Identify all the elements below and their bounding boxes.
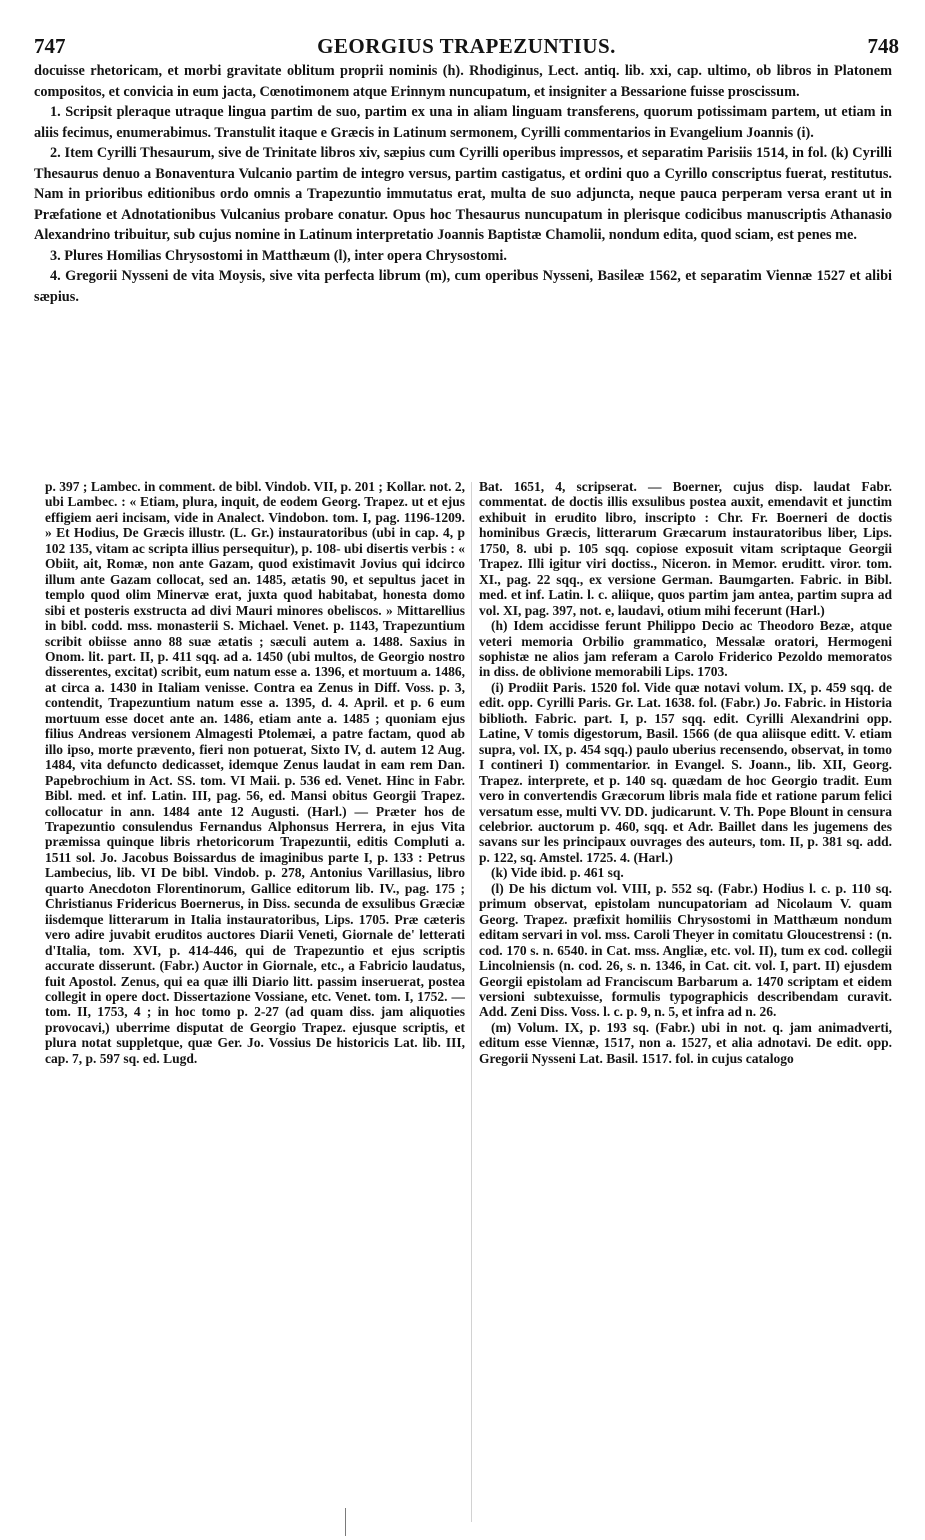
footnote: (m) Volum. IX, p. 193 sq. (Fabr.) ubi in not. q. jam animadverti, editum esse Viennæ, 1517, non a. 1527, et alia adnotavi. De edit. opp. Gregorii Nysseni Lat. Basil. 1517. fol. in cujus catalogo [479, 1019, 892, 1066]
scan-mark [345, 1508, 346, 1536]
footnotes-left-column [45, 479, 465, 1535]
main-paragraph: docuisse rhetoricam, et morbi gravitate oblitum proprii nominis (h). Rhodiginus, Lect. antiq. lib. xxi, cap. ultimo, ob libros in Platonem compositos, et convicia in eum jacta, Cœnotimonem atque Erinnym nuncupatum, et insigniter a Bessarione fuisse proscissum. [34, 63, 892, 100]
footnotes-right-column [479, 479, 892, 1535]
footnote: (h) Idem accidisse ferunt Philippo Decio ac Theodoro Bezæ, atque veteri memoria Orbilio grammatico, Messalæ oratori, Hermogeni sophistæ ne alios jam referam a Carolo Friderico Pezoldo memoratos in diss. de oblivione memorabili Lips. 1703. [479, 618, 892, 680]
main-paragraph: 3. Plures Homilias Chrysostomi in Matthæum (l), inter opera Chrysostomi. [50, 247, 507, 264]
page-number-right: 748 [867, 34, 899, 58]
running-header [34, 34, 899, 64]
page-number-left: 747 [34, 34, 66, 58]
main-paragraph: 2. Item Cyrilli Thesaurum, sive de Trinitate libros xiv, sæpius cum Cyrilli operibus impressos, et separatim Parisiis 1514, in fol. (k) Cyrilli Thesaurus denuo a Bonaventura Vulcanio partim de integro versus, partim castigatus, et ordini quo a Cyrillo conscriptus fuerat, restitutus. Nam in prioribus editionibus ordo omnis a Trapezuntio immutatus erat, multa de suo adjuncta, neque pauca perperam versa erant ut in Præfatione et Adnotationibus Vulcanius probare conatur. Opus hoc Thesaurus nuncupatum in plerisque codicibus manuscriptis Athanasio Alexandrino tribuitur, sub cujus nomine in Latinum interpretatio Joannis Baptistæ Chamolii, nondum edita, quod sciam, est penes me. [34, 145, 892, 243]
main-text [34, 61, 892, 307]
footnote: p. 397 ; Lambec. in comment. de bibl. Vindob. VII, p. 201 ; Kollar. not. 2, ubi Lambec. : « Etiam, plura, inquit, de eodem Georg. Trapez. ut et ejus effigiem aeri incisam, vide in Analect. Vindobon. tom. I, pag. 1196-1209. » Et Hodius, De Græcis illustr. (L. Gr.) instauratoribus (ubi in cap. 4, p 102 135, vitam ac scripta illius persequitur), p. 108- ubi disertis verbis : « Obiit, ait, Romæ, non ante Gazam, quod existimavit Jovius qui idcirco illum ante Gazam collocat, sed an. 1485, ætatis 90, et sepultus jacet in templo quod olim Minervæ erat, juxta quod habitabat, honesta domo sibi et posteris exstructa ad divi Mauri minores obeliscos. » Mittarellius in bibl. codd. mss. monasterii S. Michael. Venet. p. 1143, Trapezuntium scribit obiisse anno 88 suæ ætatis ; sæculi autem a. 1488. Saxius in Onom. lit. part. II, p. 411 sqq. ad a. 1450 (ubi multos, de Georgio nostro disserentes, excitat) scribit, eum natum esse a. 1396, et mortuum a. 1486, at circa a. 1430 in Italiam venisse. Contra ea Zenus in Diff. Voss. p. 3, contendit, Trapezuntium natum esse a. 1395, d. 4. April. et p. 6 eum mortuum esse docet ante an. 1486, etiam ante a. 1485 ; quoniam ejus filius Andreas versionem Almagesti Ptolemæi, a patre factam, quod ab illo ipso, morte prævento, fieri non potuerat, Sixto IV, d. autem 12 Aug. 1484, vita defuncto dedicasset, idemque Zenus laudat in eam rem Dan. Papebrochium in Act. SS. tom. VI Maii. p. 536 ed. Venet. Hinc in Fabr. Bibl. med. et inf. Latin. III, pag. 56, ed. Mansi obitus Georgii Trapez. collocatur in ann. 1484 ante 12 Augusti. (Harl.) — Præter hos de Trapezuntio consulendus Fernandus Alphonsus Herrera, in ejus Vita præmissa quinque libris rhetoricorum Trapezuntii, editis Compluti a. 1511 sol. Jo. Jacobus Boissardus de imaginibus parte I, p. 133 : Petrus Lambecius, lib. VI De bibl. Vindob. p. 278, Antonius Varillasius, libro quarto Anecdoton Florentinorum, Gallice editorum lib. IV., pag. 175 ; Christianus Fridericus Boernerus, in Diss. secunda de exsulibus Græciæ iisdemque litterarum in Italia instauratoribus, Lips. 1705. Præ cæteris vero adire juvabit eruditos auctores Diarii Veneti, Giornale de' letterati d'Italia, tom. XVI, p. 414-446, qui de Trapezuntio et ejus scriptis accurate disserunt. (Fabr.) Auctor in Giornale, etc., a Fabricio laudatus, fuit Apostol. Zenus, qui ea quæ illi Diario litt. passim inseruerat, postea collegit in opere doct. Dissertazione Vossiane, etc. Venet. tom. I, 1752. — tom. II, 1753, 4 ; in hoc tomo p. 2-27 (ad quam diss. jam aliquoties provocavi,) uberrime disputat de Georgio Trapez. ejusque scriptis, et plura notat suppletque, quæ Ger. Jo. Vossius De historicis Lat. lib. III, cap. 7, p. 597 sq. ed. Lugd. [45, 479, 465, 1066]
footnote: Bat. 1651, 4, scripserat. — Boerner, cujus disp. laudat Fabr. commentat. de doctis illis exsulibus postea auxit, emendavit et junctim exhibuit in erudito libro, inscripto : Chr. Fr. Boerneri de doctis hominibus Græcis, litterarum Græcarum instauratoribus liber, Lips. 1750, 8. ubi p. 105 sqq. copiose exposuit vitam scriptaque Georgii Trapez. Illi igitur viri doctiss., Niceron. in Memor. eruditt. viror. tom. XI., pag. 22 sqq., ex versione German. Baumgarten. Fabric. in Bibl. med. et inf. Latin. l. c. aliique, quos partim jam antea, partim supra ad vol. XI, pag. 397, not. e, laudavi, otium mihi fecerunt (Harl.) [479, 479, 892, 618]
footnote: (i) Prodiit Paris. 1520 fol. Vide quæ notavi volum. IX, p. 459 sqq. de edit. opp. Cyrilli Paris. Gr. Lat. 1638. fol. (Fabr.) Jo. Fabric. in Historia biblioth. Fabric. part. I, p. 157 sqq. edit. Cyrilli Alexandrini opp. Latine, V tomis digestorum, Basil. 1566 (de qua aliisque editt. V. etiam supra, vol. IX, p. 454 sqq.) paulo uberius recensendo, observat, in tomo I contineri I) commentarior. in Evangel. S. Joann., lib. XII, Georg. Trapez. interprete, et p. 140 sq. quædam de hoc Georgio tradit. Eum vero in convertendis Græcorum libris mala fide et ratione parum felici versatum esse, multi VV. DD. judicarunt. V. Th. Pope Blount in censura celebrior. auctorum p. 460, sqq. et Adr. Baillet dans les jugemens des savans sur les principaux ouvrages des auteurs, tom. II, p. 381 sq. add. p. 122, sq. Amstel. 1725. 4. (Harl.) [479, 679, 892, 865]
footnote: (k) Vide ibid. p. 461 sq. [491, 865, 624, 881]
column-divider [471, 482, 472, 1522]
footnote: (l) De his dictum vol. VIII, p. 552 sq. (Fabr.) Hodius l. c. p. 110 sq. primum observat, epistolam nuncupatoriam ad Nicolaum V. quam Georg. Trapez. præfixit homiliis Chrysostomi in Matthæum nondum editam servari in vol. mss. Caroli Theyer in comitatu Gloucestrensi : (n. cod. 170 s. n. 6540. in Cat. mss. Angliæ, etc. vol. II), tum ex cod. collegii Lincolniensis (n. cod. 26, s. n. 1346, in Cat. cit. vol. I, part. II) ejusdem Georgii epistolam ad Franciscum Barbarum a. 1470 scriptam et eidem versioni subtexuisse, formulis typographicis describendam curavit. Add. Zeni Diss. Voss. l. c. p. 9, n. 5, et infra ad n. 26. [479, 880, 892, 1020]
main-paragraph: 1. Scripsit pleraque utraque lingua partim de suo, partim ex una in aliam linguam transferens, quorum potissimam partem, ut etiam in aliis fecimus, enumerabimus. Transtulit itaque e Græcis in Latinum sermonem, Cyrilli commentarios in Evangelium Joannis (i). [34, 104, 892, 141]
running-title: GEORGIUS TRAPEZUNTIUS. [317, 34, 616, 58]
main-paragraph: 4. Gregorii Nysseni de vita Moysis, sive vita perfecta librum (m), cum operibus Nysseni, Basileæ 1562, et separatim Viennæ 1527 et alibi sæpius. [34, 268, 892, 305]
